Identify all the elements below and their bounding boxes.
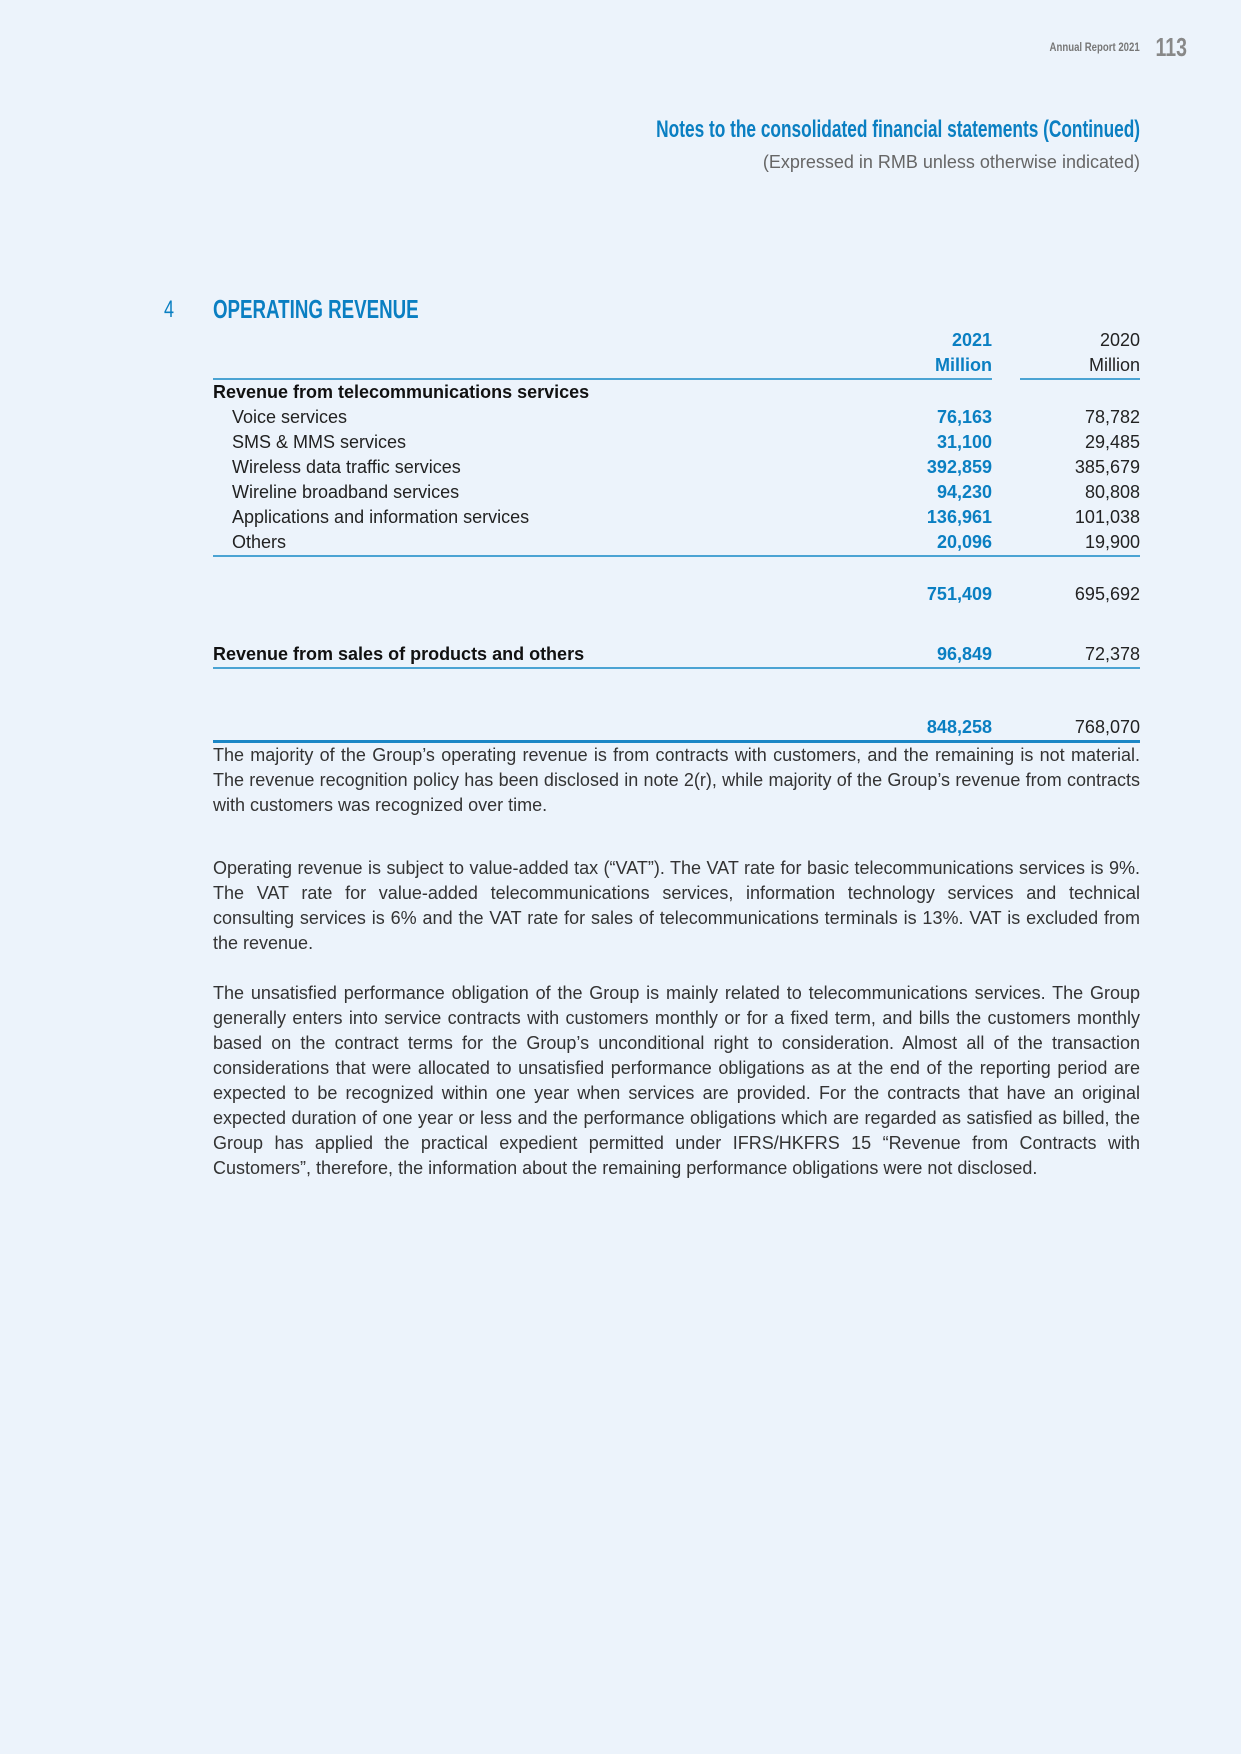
table-row bbox=[213, 530, 1140, 556]
row-label: Others bbox=[213, 530, 872, 556]
group-heading-row bbox=[213, 379, 1140, 405]
subtotal-2021: 751,409 bbox=[926, 584, 992, 604]
value-2020: 78,782 bbox=[1084, 407, 1140, 427]
products-2020: 72,378 bbox=[1020, 642, 1140, 668]
row-label: Wireless data traffic services bbox=[232, 457, 461, 477]
col-2021-unit: Million bbox=[872, 353, 992, 379]
table-row bbox=[213, 455, 1140, 480]
section-title: OPERATING REVENUE bbox=[213, 294, 419, 324]
value-2021: 392,859 bbox=[926, 457, 992, 477]
total-2020: 768,070 bbox=[1020, 715, 1140, 742]
paragraph-vat: Operating revenue is subject to value-added tax (“VAT”). The VAT rate for basic telecommunications services is 9%. The VAT rate for value-added telecommunications services, information technology services and technical consulting services is 6% and the VAT rate for sales of telecommunications terminals is 13%. VAT is excluded from the revenue. bbox=[213, 858, 1140, 953]
page-number: 113 bbox=[1155, 32, 1187, 62]
value-2020: 385,679 bbox=[1074, 457, 1140, 477]
total-row bbox=[213, 715, 1140, 742]
value-2021: 76,163 bbox=[936, 407, 992, 427]
row-label: Wireline broadband services bbox=[232, 482, 460, 502]
value-2021: 31,100 bbox=[936, 432, 992, 452]
report-name: Annual Report 2021 bbox=[1049, 40, 1140, 54]
value-2020: 19,900 bbox=[1020, 530, 1140, 556]
value-2021: 20,096 bbox=[872, 530, 992, 556]
value-2020: 80,808 bbox=[1084, 482, 1140, 502]
table-row bbox=[213, 480, 1140, 505]
row-label: Voice services bbox=[232, 407, 348, 427]
subtotal-row bbox=[213, 582, 1140, 607]
paragraph-revenue-recognition: The majority of the Group’s operating revenue is from contracts with customers, and the remaining is not material. The revenue recognition policy has been disclosed in note 2(r), while majority of the Group’s revenue from contracts with customers was recognized over time. bbox=[213, 745, 1140, 815]
notes-subtitle: (Expressed in RMB unless otherwise indicated) bbox=[762, 152, 1140, 172]
section-number: 4 bbox=[164, 296, 175, 323]
value-2020: 29,485 bbox=[1084, 432, 1140, 452]
value-2021: 94,230 bbox=[936, 482, 992, 502]
table-row bbox=[213, 405, 1140, 430]
products-2021: 96,849 bbox=[872, 642, 992, 668]
value-2021: 136,961 bbox=[926, 507, 992, 527]
value-2020: 101,038 bbox=[1074, 507, 1140, 527]
total-2021: 848,258 bbox=[872, 715, 992, 742]
col-2020-year: 2020 bbox=[1099, 330, 1140, 350]
notes-title: Notes to the consolidated financial statements (Continued) bbox=[656, 116, 1140, 143]
row-label: Applications and information services bbox=[232, 507, 530, 527]
header-row-unit bbox=[213, 353, 1140, 379]
table-row bbox=[213, 505, 1140, 530]
header-row-year bbox=[213, 328, 1140, 353]
table-row bbox=[213, 430, 1140, 455]
products-row bbox=[213, 642, 1140, 668]
group-heading: Revenue from telecommunications services bbox=[213, 382, 590, 402]
products-label: Revenue from sales of products and others bbox=[213, 642, 872, 668]
col-2021-year: 2021 bbox=[951, 330, 992, 350]
col-2020-unit: Million bbox=[1020, 353, 1140, 379]
row-label: SMS & MMS services bbox=[232, 432, 407, 452]
subtotal-2020: 695,692 bbox=[1074, 584, 1140, 604]
paragraph-performance-obligation: The unsatisfied performance obligation of the Group is mainly related to telecommunications services. The Group generally enters into service contracts with customers monthly or for a fixed term, and bills the customers monthly based on the contract terms for the Group’s unconditional right to consideration. Almost all of the transaction considerations that were allocated to unsatisfied performance obligations as at the end of the reporting period are expected to be recognized within one year when services are provided. For the contracts that have an original expected duration of one year or less and the performance obligations which are regarded as satisfied as billed, the Group has applied the practical expedient permitted under IFRS/HKFRS 15 “Revenue from Contracts with Customers”, therefore, the information about the remaining performance obligations were not disclosed. bbox=[213, 983, 1140, 1178]
operating-revenue-table bbox=[213, 328, 1140, 743]
